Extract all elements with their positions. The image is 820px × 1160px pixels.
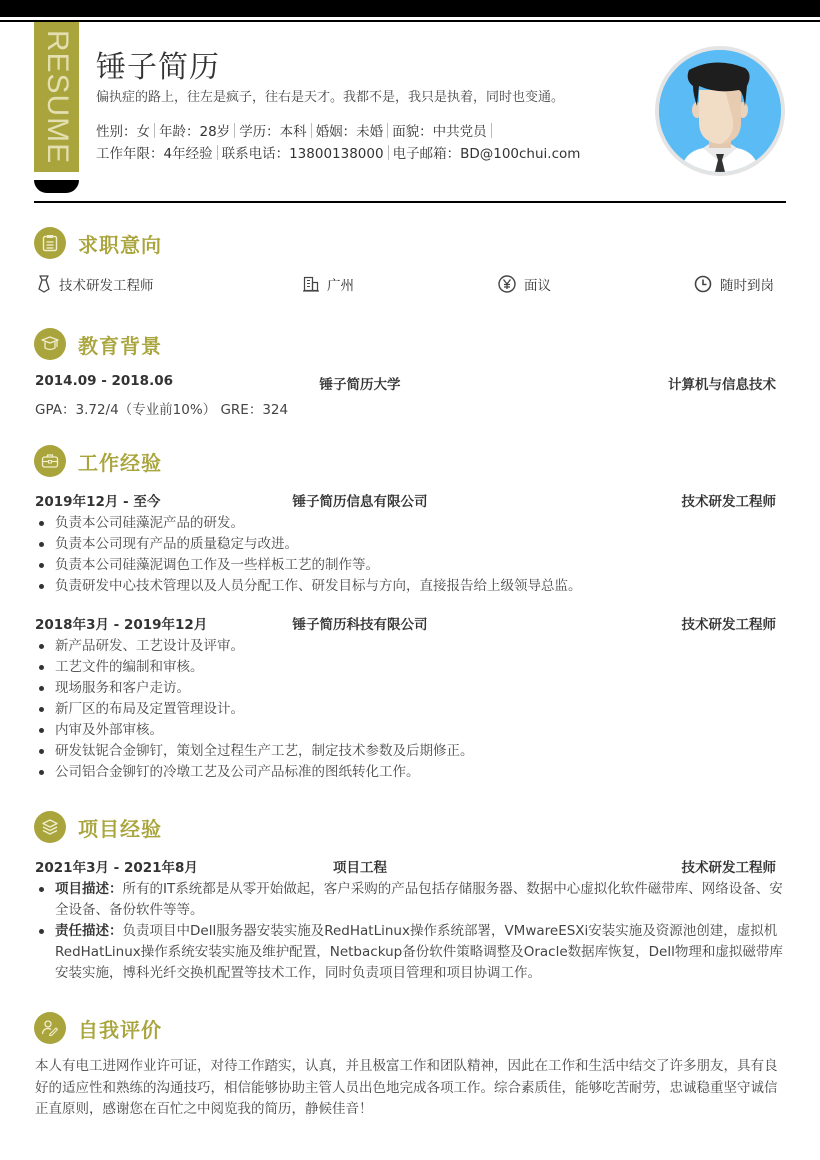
list-item: 新产品研发、工艺设计及评审。 <box>35 636 786 657</box>
intent-position-label: 技术研发工程师 <box>59 278 154 294</box>
education-school: 锤子简历大学 <box>319 377 401 393</box>
section-title: 求职意向 <box>78 232 162 257</box>
list-item: 负责本公司现有产品的质量稳定与改进。 <box>35 534 786 555</box>
separator <box>154 123 155 138</box>
self-evaluation-text: 本人有电工进网作业许可证，对待工作踏实，认真，并且极富工作和团队精神，因此在工作和生活中结交了许多朋友，具有良好的适应性和熟练的沟通技巧，相信能够协助主管人员出色地完成各项工作。综合素质佳，能够吃苦耐劳，忠诚稳重坚守诚信正直原则，感谢您在百忙之中阅览我的简历，静候佳音！ <box>35 1058 778 1117</box>
separator <box>388 145 389 160</box>
list-item: 研发钛铌合金铆钉，策划全过程生产工艺，制定技术参数及后期修正。 <box>35 741 786 762</box>
job-row-1 <box>35 490 776 510</box>
list-item: 负责研发中心技术管理以及人员分配工作、研发目标与方向，直接报告给上级领导总监。 <box>35 576 786 597</box>
intent-availability-label: 随时到岗 <box>720 278 774 294</box>
project-name: 项目工程 <box>333 860 387 876</box>
layers-icon <box>34 811 66 843</box>
avatar <box>655 46 785 176</box>
job-row-2 <box>35 613 776 633</box>
briefcase-icon <box>34 445 66 477</box>
info-age: 年龄：28岁 <box>159 124 231 140</box>
project-role: 技术研发工程师 <box>681 860 776 876</box>
info-phone: 联系电话：13800138000 <box>221 146 384 162</box>
yen-icon <box>498 275 516 293</box>
education-detail: GPA：3.72/4（专业前10%） GRE：324 <box>35 402 289 418</box>
job-1-duties <box>35 513 786 597</box>
basic-info-line-2 <box>96 142 580 162</box>
section-title: 工作经验 <box>78 450 162 475</box>
job-role: 技术研发工程师 <box>681 617 776 633</box>
separator <box>387 123 388 138</box>
resume-tab <box>34 180 79 193</box>
info-political: 面貌：中共党员 <box>392 124 487 140</box>
intent-salary-label: 面议 <box>524 278 551 294</box>
person-pen-icon <box>34 1012 66 1044</box>
section-header-self <box>34 1011 162 1045</box>
intent-salary <box>498 274 551 294</box>
project-desc-label: 项目描述： <box>55 881 123 897</box>
intent-city <box>303 274 354 294</box>
list-item: 负责本公司硅藻泥产品的研发。 <box>35 513 786 534</box>
job-intent-row <box>34 274 786 296</box>
project-row <box>35 856 776 876</box>
project-details <box>35 879 786 984</box>
motto: 偏执症的路上，往左是疯子，往右是天才。我都不是，我只是执着，同时也变通。 <box>96 90 565 105</box>
male-avatar-icon <box>659 50 781 172</box>
job-company: 锤子简历信息有限公司 <box>292 494 428 510</box>
job-company: 锤子简历科技有限公司 <box>292 617 428 633</box>
project-duty-label: 责任描述： <box>55 923 123 939</box>
education-period: 2014.09 - 2018.06 <box>35 373 173 389</box>
project-desc-text: 所有的IT系统都是从零开始做起，客户采购的产品包括存储服务器、数据中心虚拟化软件磁带库、网络设备、安全设备、备份软件等等。 <box>55 881 783 918</box>
list-item <box>35 921 786 984</box>
resume-strip-label: RESUME <box>40 29 74 165</box>
education-row <box>35 373 776 393</box>
job-period: 2019年12月 - 至今 <box>35 494 161 510</box>
info-gender: 性别：女 <box>96 124 150 140</box>
info-email: 电子邮箱：BD@100chui.com <box>392 146 581 162</box>
list-item: 负责本公司硅藻泥调色工作及一些样板工艺的制作等。 <box>35 555 786 576</box>
job-2-duties <box>35 636 786 783</box>
list-item: 现场服务和客户走访。 <box>35 678 786 699</box>
job-period: 2018年3月 - 2019年12月 <box>35 617 208 633</box>
education-major: 计算机与信息技术 <box>668 377 776 393</box>
separator <box>234 123 235 138</box>
intent-city-label: 广州 <box>327 278 354 294</box>
info-education: 学历：本科 <box>239 124 307 140</box>
top-bar <box>0 0 820 17</box>
list-item <box>35 879 786 921</box>
clipboard-icon <box>34 227 66 259</box>
list-item: 工艺文件的编制和审核。 <box>35 657 786 678</box>
section-header-work <box>34 444 162 478</box>
intent-availability <box>694 274 774 294</box>
tie-icon <box>37 275 51 293</box>
graduation-cap-icon <box>34 328 66 360</box>
top-rule <box>0 20 820 22</box>
project-period: 2021年3月 - 2021年8月 <box>35 860 198 876</box>
clock-icon <box>694 275 712 293</box>
section-header-education <box>34 327 162 361</box>
basic-info-line-1 <box>96 120 496 140</box>
candidate-name: 锤子简历 <box>96 50 220 85</box>
info-marital: 婚姻：未婚 <box>315 124 384 140</box>
list-item: 公司铝合金铆钉的冷墩工艺及公司产品标准的图纸转化工作。 <box>35 762 786 783</box>
section-title: 教育背景 <box>78 333 162 358</box>
section-header-project <box>34 810 162 844</box>
info-years: 工作年限：4年经验 <box>96 146 213 162</box>
building-icon <box>303 276 319 292</box>
resume-strip <box>34 22 79 172</box>
section-title: 自我评价 <box>78 1017 162 1042</box>
separator <box>311 123 312 138</box>
separator <box>491 123 492 138</box>
header-divider <box>34 201 786 203</box>
list-item: 内审及外部审核。 <box>35 720 786 741</box>
list-item: 新厂区的布局及定置管理设计。 <box>35 699 786 720</box>
intent-position <box>37 274 154 294</box>
section-header-intent <box>34 226 162 260</box>
section-title: 项目经验 <box>78 816 162 841</box>
separator <box>217 145 218 160</box>
project-duty-text: 负责项目中Dell服务器安装实施及RedHatLinux操作系统部署，VMwareESXi安装实施及资源池创建，虚拟机RedHatLinux操作系统安装实施及维护配置，Netbackup备份软件策略调整及Oracle数据库恢复，Dell物理和虚拟磁带库安装实施，博科光纤交换机配置等技术工作，同时负责项目管理和项目协调工作。 <box>55 923 783 981</box>
job-role: 技术研发工程师 <box>681 494 776 510</box>
